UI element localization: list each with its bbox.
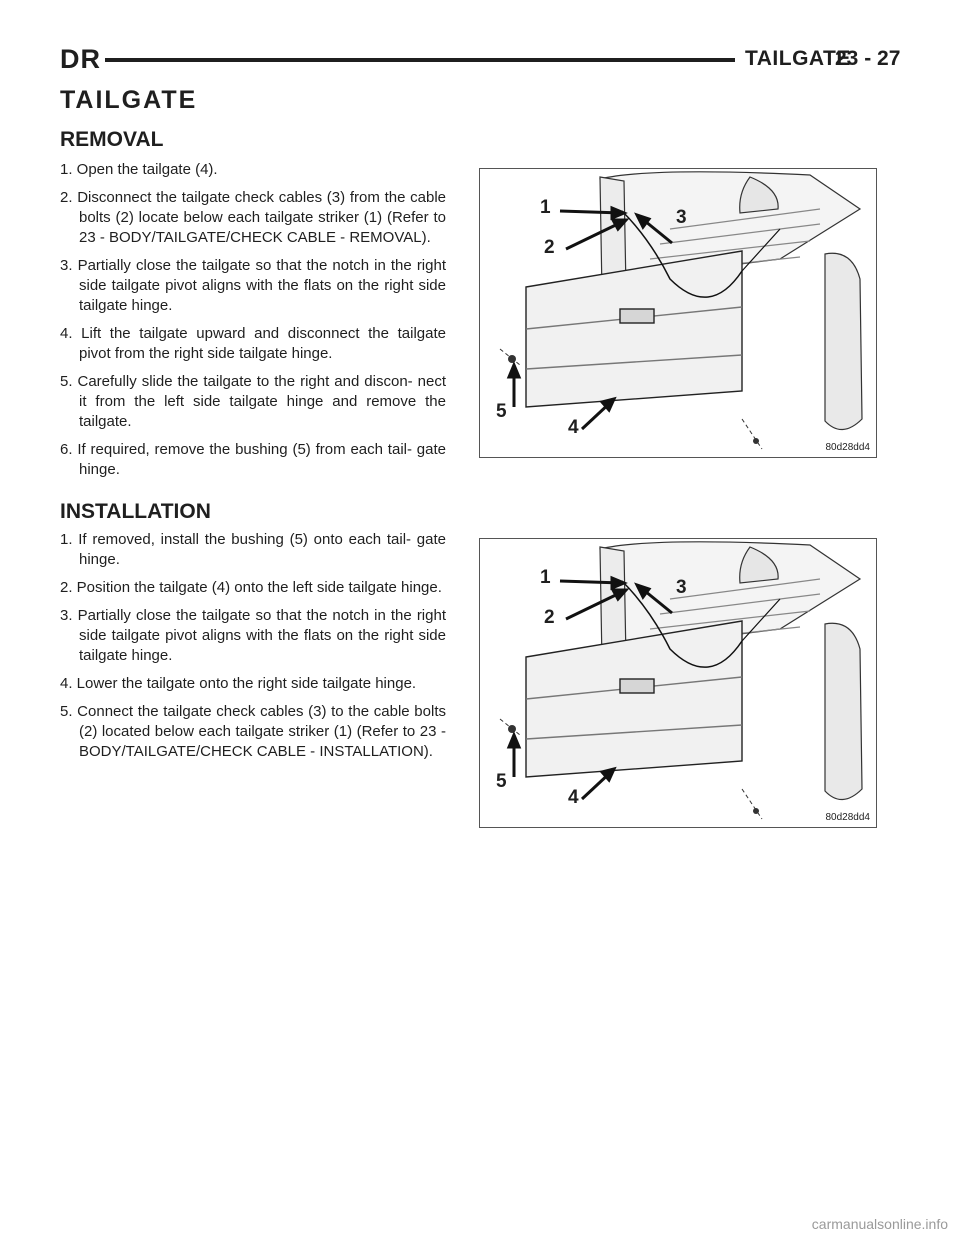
callout-1: 1 <box>540 567 551 588</box>
callout-4: 4 <box>568 417 579 438</box>
model-code: DR <box>60 44 101 74</box>
installation-step: 3. Partially close the tailgate so that the notch in the right side tailgate pivot aligns with the flats on the right side tailgate hinge. <box>60 607 446 664</box>
removal-step: 3. Partially close the tailgate so that the notch in the right side tailgate pivot aligns with the flats on the right side tailgate hinge. <box>60 257 446 314</box>
removal-step: 2. Disconnect the tailgate check cables (3) from the cable bolts (2) locate below each tailgate striker (1) (Refer to 23 - BODY/TAILGATE/CHECK CABLE - REMOVAL). <box>60 189 446 246</box>
callout-5: 5 <box>496 771 507 792</box>
callout-2: 2 <box>544 237 555 258</box>
removal-step: 5. Carefully slide the tailgate to the right and discon- nect it from the left side tailgate hinge and remove the tailgate. <box>60 373 446 430</box>
installation-steps <box>60 530 446 770</box>
installation-heading: INSTALLATION <box>60 500 211 523</box>
installation-step: 4. Lower the tailgate onto the right side tailgate hinge. <box>60 675 417 692</box>
installation-step: 5. Connect the tailgate check cables (3) to the cable bolts (2) located below each tailgate striker (1) (Refer to 23 - BODY/TAILGATE/CHECK CABLE - INSTALLATION). <box>60 703 446 760</box>
callout-1: 1 <box>540 197 551 218</box>
callout-3: 3 <box>676 577 687 598</box>
removal-step: 4. Lift the tailgate upward and disconnect the tailgate pivot from the right side tailgate hinge. <box>60 325 446 362</box>
callout-2: 2 <box>544 607 555 628</box>
installation-step: 1. If removed, install the bushing (5) onto each tail- gate hinge. <box>60 531 446 568</box>
callout-4: 4 <box>568 787 579 808</box>
page-header <box>60 44 901 74</box>
figure-code: 80d28dd4 <box>825 812 870 823</box>
header-rule <box>105 58 735 62</box>
removal-steps <box>60 160 446 488</box>
removal-heading: REMOVAL <box>60 128 164 151</box>
installation-figure <box>479 538 877 828</box>
page-number: 23 - 27 <box>835 47 901 70</box>
figure-code: 80d28dd4 <box>825 442 870 453</box>
removal-figure <box>479 168 877 458</box>
callout-5: 5 <box>496 401 507 422</box>
removal-step: 6. If required, remove the bushing (5) from each tail- gate hinge. <box>60 441 446 478</box>
callout-3: 3 <box>676 207 687 228</box>
removal-step: 1. Open the tailgate (4). <box>60 161 218 178</box>
installation-step: 2. Position the tailgate (4) onto the left side tailgate hinge. <box>60 579 442 596</box>
section-name: TAILGATE <box>745 47 851 70</box>
page-title: TAILGATE <box>60 86 198 114</box>
watermark-text: carmanualsonline.info <box>811 1216 948 1232</box>
